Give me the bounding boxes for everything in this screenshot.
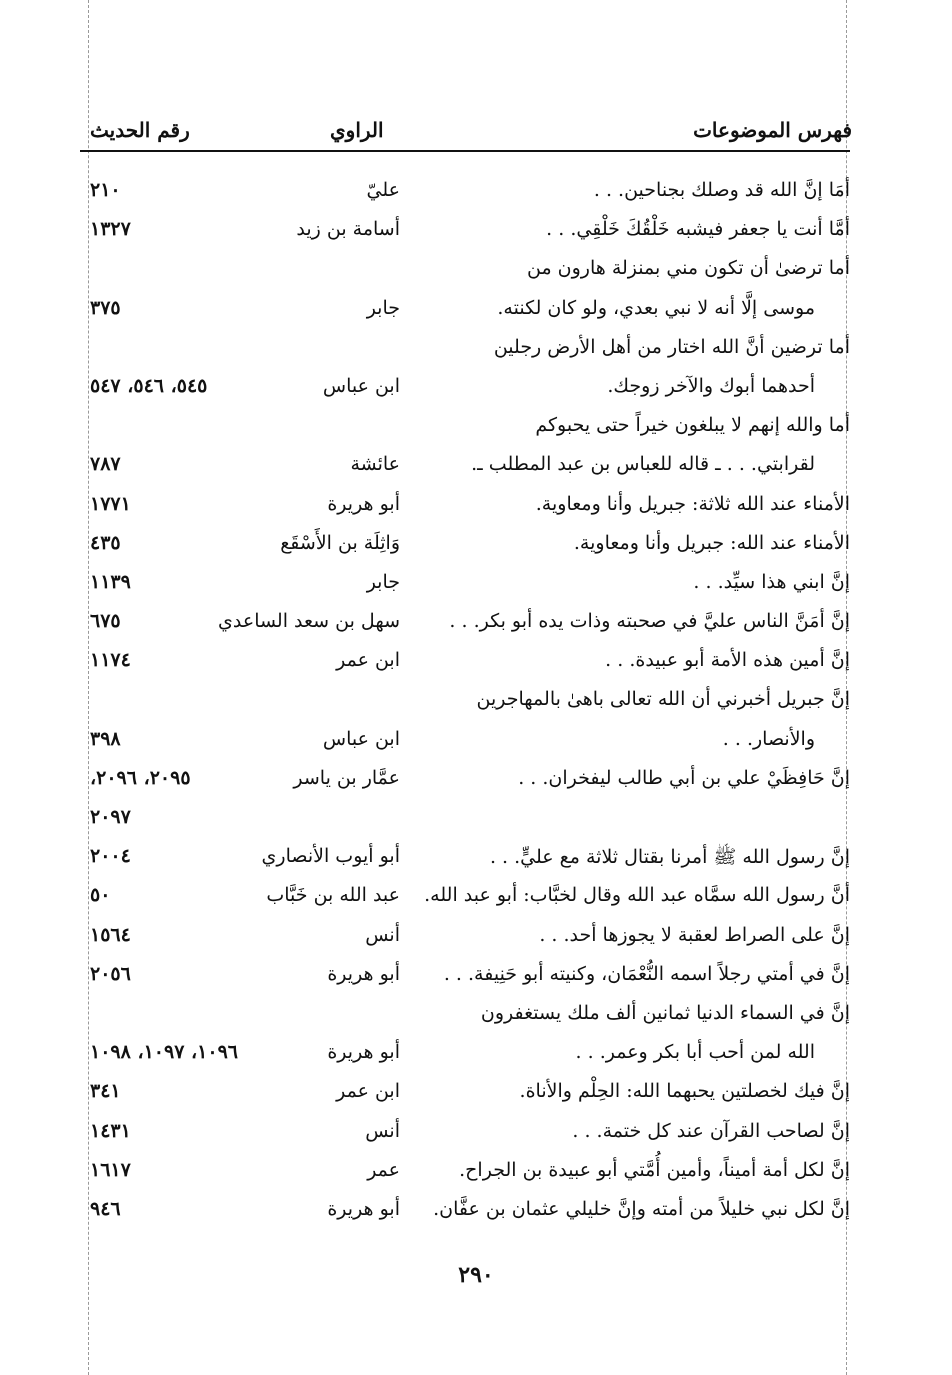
- row-hadith-number: ٣٧٥: [90, 296, 121, 319]
- row-topic: إنَّ جبريل أخبرني أن الله تعالى باهىٰ بالمهاجرين: [476, 688, 850, 711]
- table-row: [80, 175, 850, 214]
- row-topic: أمَا إنَّ الله قد وصلك بجناحين. . .: [593, 179, 850, 201]
- index-table: [80, 175, 850, 1233]
- table-row: [80, 332, 850, 371]
- row-topic: والأنصار. . .: [722, 727, 815, 750]
- table-row: [80, 1155, 850, 1194]
- row-topic: إنَّ ابني هذا سيِّد. . .: [693, 570, 850, 593]
- table-row: [80, 763, 850, 802]
- row-narrator: عائشة: [350, 453, 400, 476]
- row-narrator: أبو هريرة: [327, 1041, 400, 1064]
- row-narrator: أبو هريرة: [327, 962, 400, 985]
- table-row: [80, 567, 850, 606]
- header-topics: فهرس الموضوعات: [693, 118, 852, 142]
- table-row: [80, 920, 850, 959]
- row-narrator: أنس: [365, 1119, 400, 1142]
- page-number: ٢٩٠: [458, 1262, 494, 1288]
- table-row: [80, 1116, 850, 1155]
- row-topic: إنَّ أمَنَّ الناس عليَّ في صحبته وذات يده أبو بكر. . .: [449, 610, 850, 633]
- table-row: [80, 1194, 850, 1233]
- table-row: [80, 802, 850, 841]
- table-row: [80, 410, 850, 449]
- row-hadith-number: ٢١٠: [90, 179, 121, 201]
- row-narrator: عليّ: [366, 179, 400, 201]
- row-hadith-number: ٥٠: [90, 884, 111, 907]
- row-hadith-number: ٢٠٩٧: [90, 806, 131, 828]
- table-row: [80, 489, 850, 528]
- row-narrator: ابن عمر: [336, 649, 400, 672]
- table-row: [80, 841, 850, 880]
- table-row: [80, 998, 850, 1037]
- table-row: [80, 293, 850, 332]
- header-narrator: الراوي: [330, 118, 384, 142]
- row-topic: إنَّ رسول الله ﷺ أمرنا بقتال ثلاثة مع عليٍّ. . .: [489, 846, 850, 869]
- row-hadith-number: ٩٤٦: [90, 1197, 121, 1220]
- row-narrator: ابن عباس: [322, 727, 400, 750]
- table-row: [80, 645, 850, 684]
- row-narrator: أبو هريرة: [327, 492, 400, 515]
- row-hadith-number: ٧٨٧: [90, 453, 121, 476]
- row-topic: الله لمن أحب أبا بكر وعمر. . .: [575, 1041, 815, 1064]
- row-topic: إنَّ أمين هذه الأمة أبو عبيدة. . .: [605, 649, 850, 672]
- row-narrator: جابر: [366, 570, 400, 593]
- row-hadith-number: ١٤٣١: [90, 1119, 131, 1142]
- table-row: [80, 214, 850, 253]
- table-row: [80, 606, 850, 645]
- row-narrator: أسامة بن زيد: [296, 218, 400, 241]
- row-hadith-number: ٥٤٥، ٥٤٦، ٥٤٧: [90, 374, 208, 397]
- row-hadith-number: ١١٧٤: [90, 649, 131, 672]
- row-narrator: أبو هريرة: [327, 1197, 400, 1220]
- row-topic: أحدهما أبوك والآخر زوجك.: [607, 374, 815, 397]
- row-hadith-number: ٣٩٨: [90, 727, 121, 750]
- row-hadith-number: ٢٠٠٤: [90, 845, 131, 868]
- row-topic: أما والله إنهم لا يبلغون خيراً حتى يحبوكم: [535, 414, 850, 437]
- row-hadith-number: ١٦١٧: [90, 1158, 131, 1181]
- row-hadith-number: ٤٣٥: [90, 531, 121, 554]
- table-row: [80, 1037, 850, 1076]
- row-hadith-number: ١٥٦٤: [90, 923, 131, 946]
- table-row: [80, 528, 850, 567]
- row-topic: أما ترضين أنَّ الله اختار من أهل الأرض رجلين: [493, 335, 850, 358]
- row-hadith-number: ١٠٩٦، ١٠٩٧، ١٠٩٨: [90, 1041, 238, 1064]
- row-topic: لقرابتي. . . ـ قاله للعباس بن عبد المطلب ـ.: [471, 453, 815, 476]
- row-topic: إنَّ على الصراط لعقبة لا يجوزها أحد. . .: [539, 923, 850, 946]
- row-narrator: عبد الله بن خَبَّاب: [266, 884, 400, 907]
- header-rule: [80, 150, 850, 152]
- row-topic: أنَّ رسول الله سمَّاه عبد الله وقال لخبَّاب: أبو عبد الله.: [424, 884, 850, 907]
- row-hadith-number: ٣٤١: [90, 1080, 121, 1103]
- table-row: [80, 724, 850, 763]
- table-row: [80, 880, 850, 919]
- row-narrator: أبو أيوب الأنصاري: [261, 845, 400, 868]
- row-topic: الأمناء عند الله: جبريل وأنا ومعاوية.: [573, 531, 850, 554]
- row-topic: أمَّا أنت يا جعفر فيشبه خَلْقُكَ خَلْقِي. . .: [546, 218, 850, 241]
- row-topic: أما ترضىٰ أن تكون مني بمنزلة هارون من: [526, 257, 850, 280]
- row-hadith-number: ٦٧٥: [90, 610, 121, 633]
- row-topic: الأمناء عند الله ثلاثة: جبريل وأنا ومعاوية.: [535, 492, 850, 515]
- table-row: [80, 959, 850, 998]
- row-narrator: جابر: [366, 296, 400, 319]
- row-topic: إنَّ لكل أمة أميناً، وأمين أُمَّتي أبو عبيدة بن الجراح.: [459, 1158, 850, 1181]
- row-narrator: ابن عمر: [336, 1080, 400, 1103]
- table-row: [80, 253, 850, 292]
- row-narrator: عمر: [367, 1158, 400, 1181]
- row-topic: إنَّ لكل نبي خليلاً من أمته وإنَّ خليلي عثمان بن عفَّان.: [433, 1197, 850, 1220]
- row-narrator: عمَّار بن ياسر: [293, 766, 400, 789]
- table-row: [80, 1076, 850, 1115]
- row-narrator: ابن عباس: [322, 374, 400, 397]
- row-topic: إنَّ في أمتي رجلاً اسمه النُّعْمَان، وكنيته أبو حَنِيفة. . .: [443, 962, 850, 985]
- row-hadith-number: ٢٠٩٥، ٢٠٩٦،: [90, 766, 191, 789]
- row-topic: إنَّ في السماء الدنيا ثمانين ألف ملك يستغفرون: [480, 1001, 850, 1024]
- row-topic: إنَّ لصاحب القرآن عند كل ختمة. . .: [572, 1119, 850, 1142]
- row-narrator: وَاثِلَة بن الأَسْقَع: [280, 531, 400, 554]
- row-topic: موسى إلَّا أنه لا نبي بعدي، ولو كان لكنته.: [497, 296, 815, 319]
- row-hadith-number: ١٧٧١: [90, 492, 131, 515]
- row-topic: إنَّ فيك لخصلتين يحبهما الله: الحِلْم والأناة.: [519, 1080, 850, 1103]
- header-hadith-number: رقم الحديث: [90, 118, 190, 142]
- row-topic: إنَّ حَافِظَيْ علي بن أبي طالب ليفخران. . .: [518, 766, 850, 789]
- row-hadith-number: ١١٣٩: [90, 570, 131, 593]
- row-narrator: سهل بن سعد الساعدي: [218, 610, 400, 633]
- table-row: [80, 371, 850, 410]
- row-hadith-number: ١٣٢٧: [90, 218, 131, 241]
- table-header: [80, 112, 852, 152]
- row-narrator: أنس: [365, 923, 400, 946]
- table-row: [80, 449, 850, 488]
- row-hadith-number: ٢٠٥٦: [90, 962, 131, 985]
- table-row: [80, 684, 850, 723]
